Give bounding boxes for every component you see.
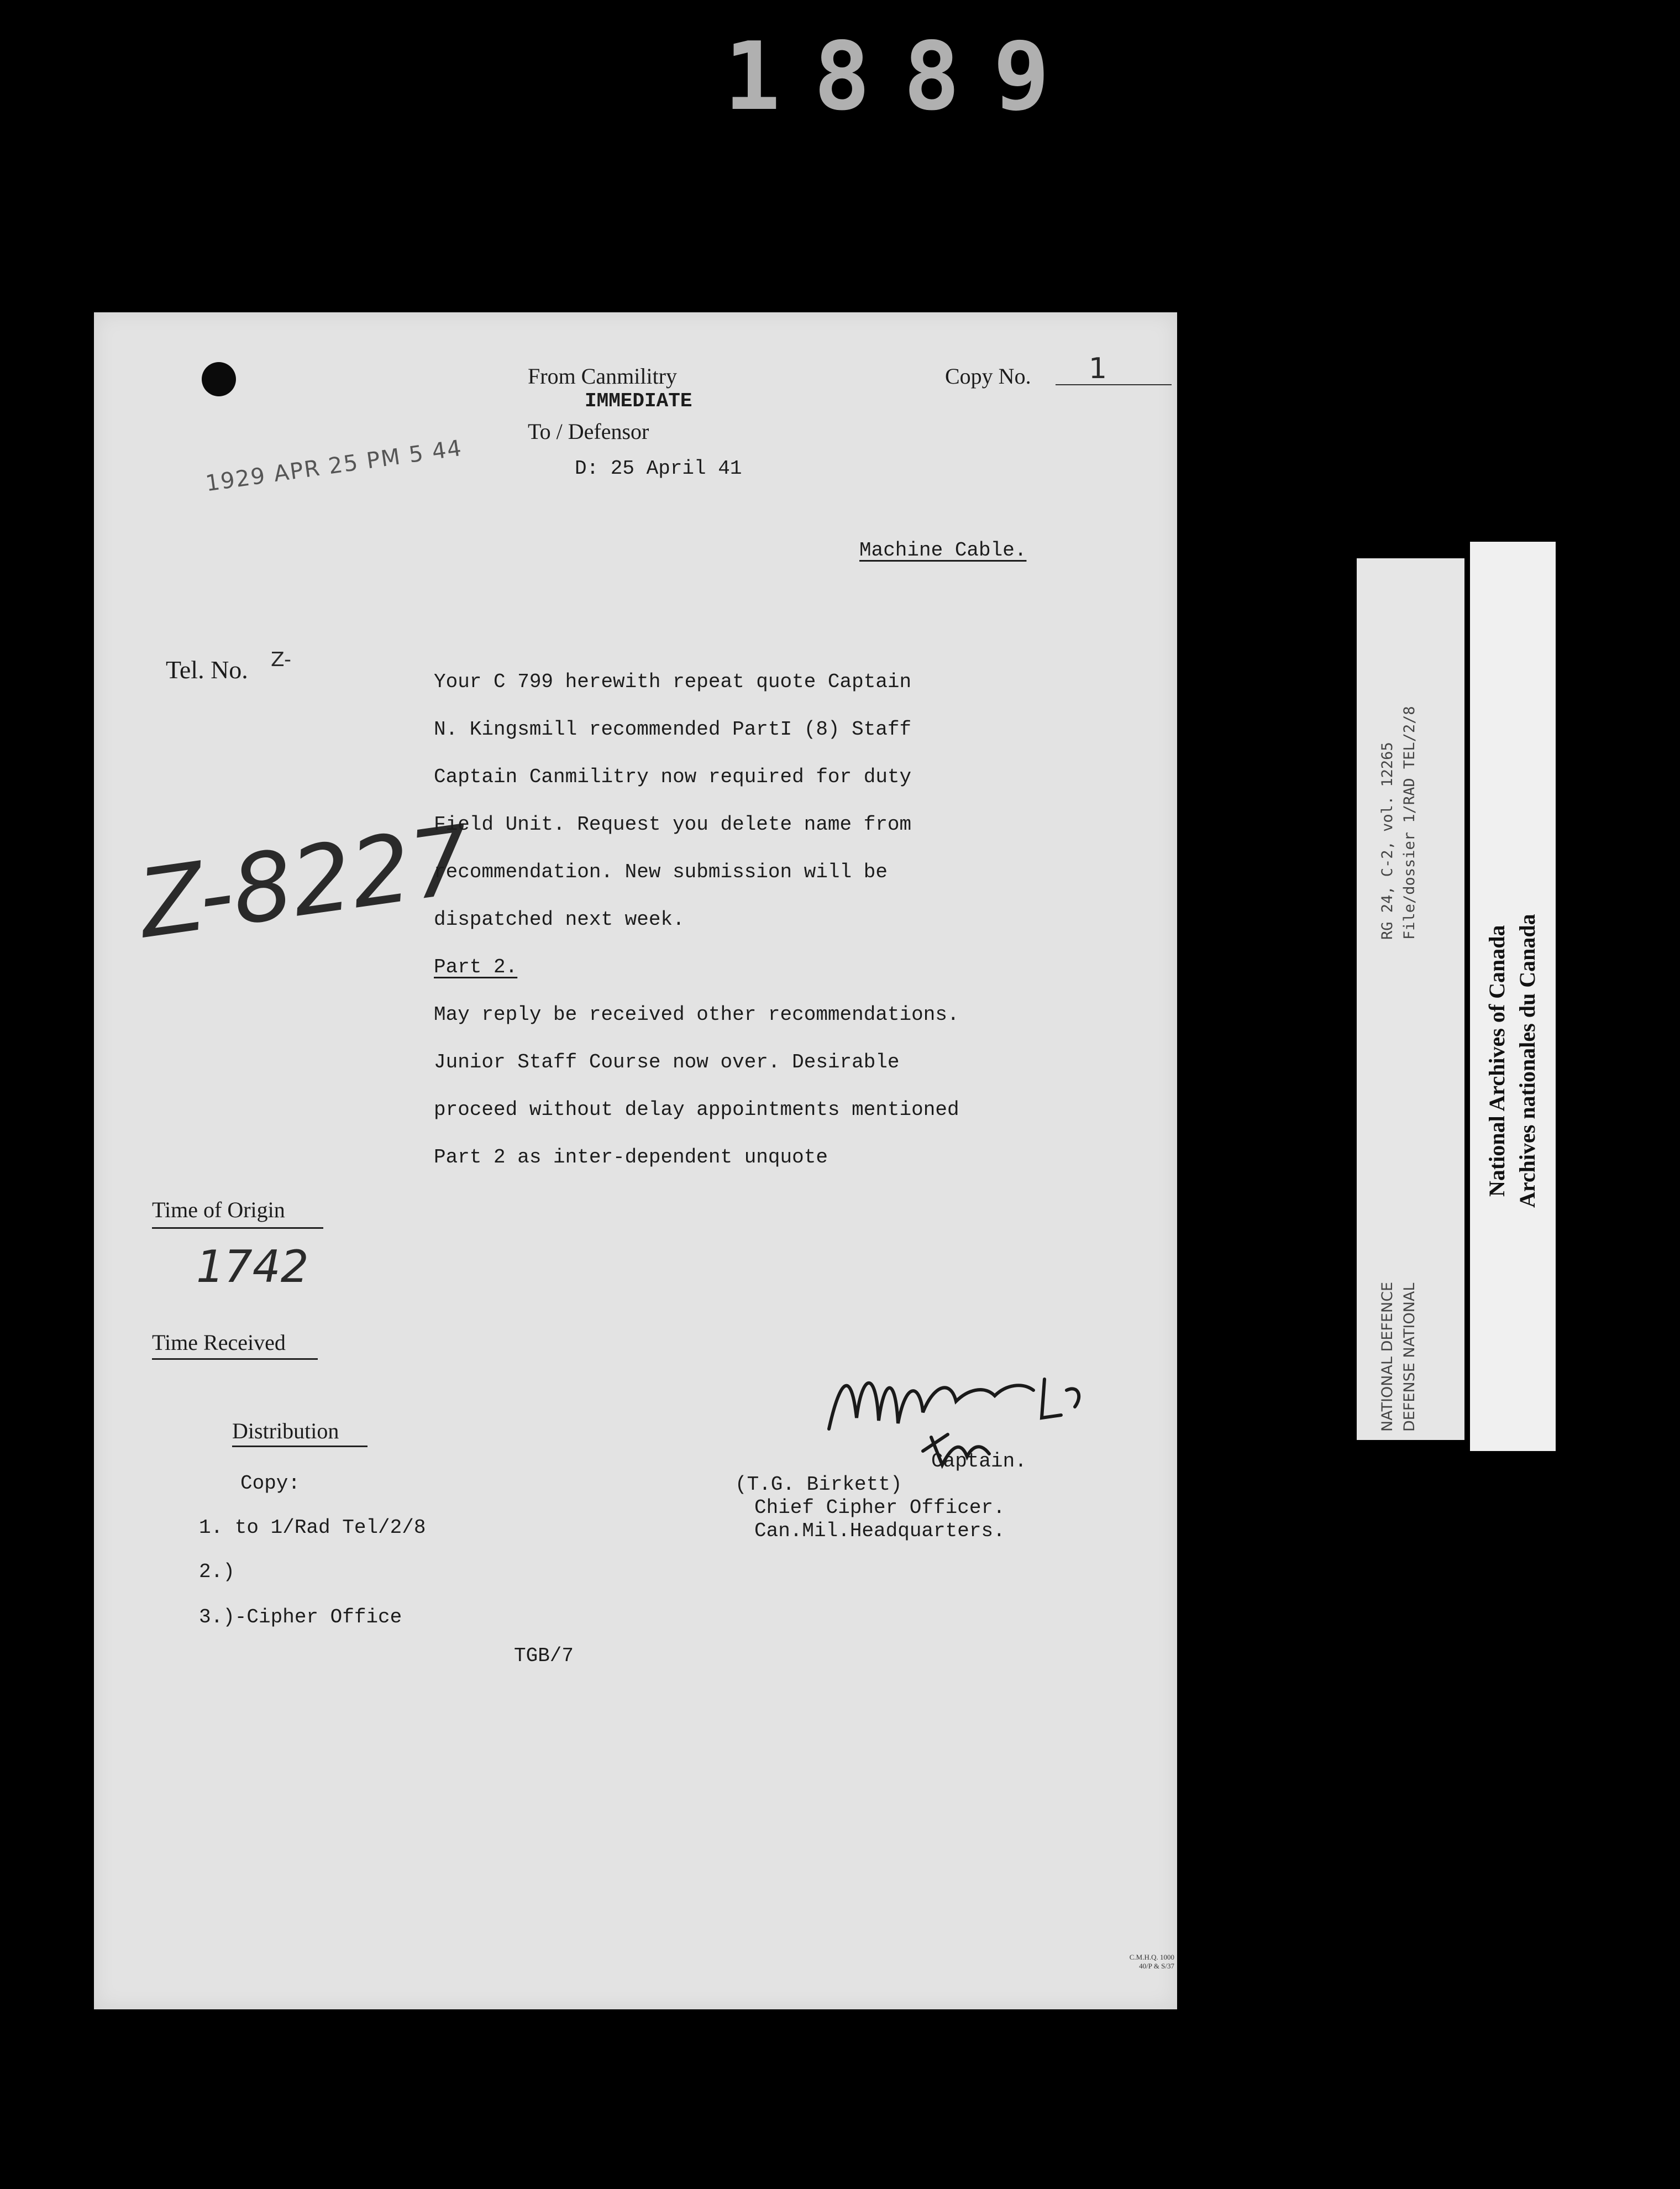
distribution-label: Distribution <box>232 1418 339 1443</box>
distribution-item: 3.)-Cipher Office <box>199 1606 402 1628</box>
form-code-line: 40/P & S/37 <box>1139 1962 1174 1970</box>
archive-reference-2: File/dossier 1/RAD TEL/2/8 <box>1401 706 1418 940</box>
time-of-origin-underline <box>152 1227 323 1229</box>
copy-no-value: 1 <box>1089 352 1107 385</box>
received-stamp: 1929 APR 25 PM 5 44 <box>204 435 464 497</box>
microfilm-frame-number: 1889 <box>724 22 1083 132</box>
time-of-origin-label: Time of Origin <box>152 1197 285 1222</box>
cable-type: Machine Cable. <box>859 539 1027 562</box>
time-of-origin-value: 1742 <box>196 1241 309 1292</box>
archive-name-en: National Archives of Canada <box>1484 925 1509 1197</box>
distribution-underline <box>232 1446 368 1447</box>
archive-name-fr: Archives nationales du Canada <box>1515 914 1540 1208</box>
department-en: NATIONAL DEFENCE <box>1379 1281 1396 1432</box>
part2-line: Junior Staff Course now over. Desirable <box>434 1051 900 1073</box>
copy-no-underline <box>1056 384 1172 385</box>
time-received-underline <box>152 1358 318 1360</box>
copy-no-label: Copy No. <box>945 364 1031 389</box>
signature-name: (T.G. Birkett) <box>735 1473 902 1496</box>
part2-line: May reply be received other recommendations. <box>434 1003 959 1026</box>
distribution-copy-label: Copy: <box>240 1472 301 1495</box>
time-received-label: Time Received <box>152 1330 286 1355</box>
document-page <box>94 312 1177 2009</box>
handwritten-reference: Z-8227 <box>133 805 477 960</box>
form-code-line: C.M.H.Q. 1000 <box>1129 1953 1174 1961</box>
from-line: From Canmilitry <box>528 364 677 389</box>
department-fr: DEFENSE NATIONAL <box>1401 1282 1418 1432</box>
to-line: To / Defensor <box>528 419 649 444</box>
part2-line: proceed without delay appointments mentioned <box>434 1098 959 1121</box>
body-line: N. Kingsmill recommended PartI (8) Staff <box>434 718 912 741</box>
form-code <box>1130 1953 1174 1971</box>
tel-no-value: Z- <box>271 648 292 671</box>
part2-heading: Part 2. <box>434 956 518 978</box>
distribution-item: 1. to 1/Rad Tel/2/8 <box>199 1516 426 1539</box>
archive-label-strip <box>1470 542 1556 1451</box>
archive-reference-strip <box>1357 558 1464 1440</box>
signature-org: Can.Mil.Headquarters. <box>754 1520 1005 1542</box>
body-line: Your C 799 herewith repeat quote Captain <box>434 671 912 693</box>
archive-reference-1: RG 24, C-2, vol. 12265 <box>1379 742 1396 940</box>
tel-no-label: Tel. No. <box>166 656 248 684</box>
body-line: dispatched next week. <box>434 908 685 931</box>
part2-line: Part 2 as inter-dependent unquote <box>434 1146 828 1169</box>
body-line: recommendation. New submission will be <box>434 861 888 883</box>
signature-rank: Captain. <box>931 1450 1027 1473</box>
body-line: Field Unit. Request you delete name from <box>434 813 912 836</box>
date-line: D: 25 April 41 <box>575 457 742 480</box>
signature-title: Chief Cipher Officer. <box>754 1496 1005 1519</box>
punch-hole <box>202 362 236 396</box>
distribution-item: 2.) <box>199 1560 235 1583</box>
distribution-ref: TGB/7 <box>514 1645 574 1667</box>
priority-line: IMMEDIATE <box>585 390 692 412</box>
body-line: Captain Canmilitry now required for duty <box>434 766 912 788</box>
